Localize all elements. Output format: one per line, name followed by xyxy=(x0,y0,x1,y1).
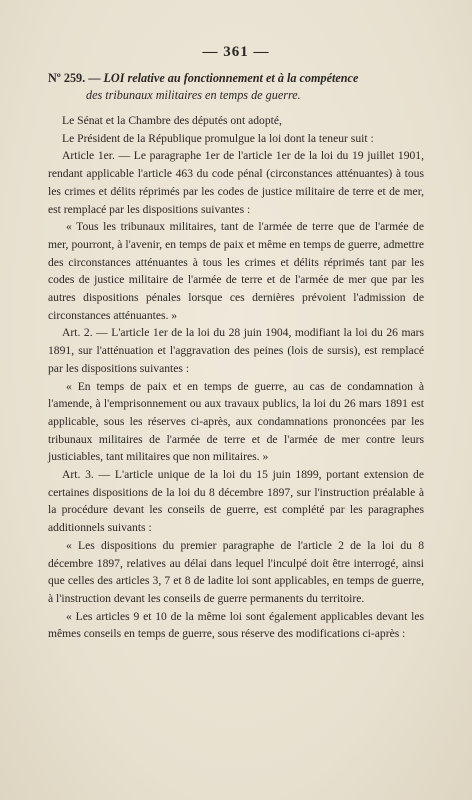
law-heading xyxy=(48,70,424,104)
paragraph-promulgation: Le Président de la République promulgue la loi dont la teneur suit : xyxy=(62,131,374,145)
paragraph-article-3-text-a: « Les dispositions du premier paragraphe de l'article 2 de la loi du 8 décembre 1897, relatives au délai dans lequel l'inculpé doit être interrogé, ainsi que celles des articles 3, 7 et 8 de ladite loi sont applicables, en temps de guerre, à l'instruction devant les conseils de guerre permanents du territoire. xyxy=(48,538,424,605)
paragraph-article-1-text: « Tous les tribunaux militaires, tant de l'armée de terre que de l'armée de mer, pourront, à l'avenir, en temps de paix et même en temps de guerre, admettre des circonstances atténuantes à tous les crimes et délits réprimés tant par les codes de justice militaire de l'armée de terre et de l'armée de mer que par les autres dispositions pénales lorsque ces dernières prévoient l'admission de circonstances atténuantes. » xyxy=(48,220,424,322)
law-number: Nº 259. — xyxy=(48,71,101,85)
page-number: — 361 — xyxy=(202,44,270,60)
paragraph-enactment: Le Sénat et la Chambre des députés ont adopté, xyxy=(62,114,282,127)
paragraph-article-2: Art. 2. — L'article 1er de la loi du 28 juin 1904, modifiant la loi du 26 mars 1891, sur l'atténuation et l'aggravation des peines (lois de sursis), est remplacé par les dispositions suivantes : xyxy=(48,326,424,375)
law-title: LOI relative au fonctionnement et à la compétence xyxy=(103,71,359,85)
paragraph-article-3: Art. 3. — L'article unique de la loi du 15 juin 1899, portant extension de certaines dispositions de la loi du 8 décembre 1897, sur l'instruction préalable à la procédure devant les conseils de guerre, est complété par les paragraphes additionnels suivants : xyxy=(48,468,424,535)
paragraph-article-1: Article 1er. — Le paragraphe 1er de l'article 1er de la loi du 19 juillet 1901, rendant applicable l'article 463 du code pénal (circonstances atténuantes) à tous les crimes et délits réprimés par les codes de justice militaire de terre et de mer, est remplacé par les dispositions suivantes : xyxy=(48,149,424,216)
law-body xyxy=(48,112,424,643)
paragraph-article-2-text: « En temps de paix et en temps de guerre, au cas de condamnation à l'amende, à l'emprisonnement ou aux travaux publics, la loi du 26 mars 1891 est applicable, sous les réserves ci-après, aux condamnations prononcées par les tribunaux militaires de l'armée de terre et de l'armée de mer contre leurs justiciables, tant militaires que non militaires. » xyxy=(48,379,424,464)
law-title-line2: des tribunaux militaires en temps de guerre. xyxy=(86,88,301,102)
paragraph-article-3-text-b: « Les articles 9 et 10 de la même loi sont également applicables devant les mêmes conseils en temps de guerre, sous réserve des modifications ci-après : xyxy=(48,609,424,641)
